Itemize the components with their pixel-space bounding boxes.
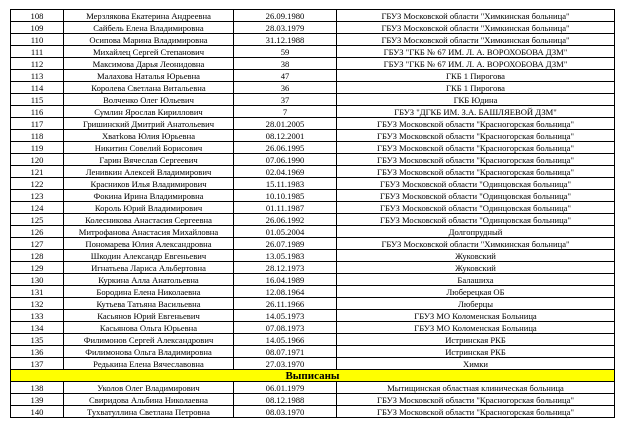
table-row <box>11 82 615 94</box>
row-number: 118 <box>11 130 64 142</box>
hospital-name: ГБУЗ Московской области "Химкинская больница" <box>337 10 615 22</box>
hospital-name: Истринская РКБ <box>337 346 615 358</box>
table-body-before <box>11 10 615 370</box>
patient-name: Уколов Олег Владимирович <box>64 382 234 394</box>
row-number: 120 <box>11 154 64 166</box>
patient-name: Свиридова Альбина Николаевна <box>64 394 234 406</box>
hospital-name: ГБУЗ "ДГКБ ИМ. З.А. БАШЛЯЕВОЙ ДЗМ" <box>337 106 615 118</box>
hospital-name: Балашиха <box>337 274 615 286</box>
table-row <box>11 226 615 238</box>
hospital-name: ГБУЗ МО Коломенская Больница <box>337 322 615 334</box>
patient-name: Михайлец Сергей Степанович <box>64 46 234 58</box>
patient-name: Шкодин Александр Евгеньевич <box>64 250 234 262</box>
row-number: 128 <box>11 250 64 262</box>
patient-name: Митрофанова Анастасия Михайловна <box>64 226 234 238</box>
table-row <box>11 166 615 178</box>
table-row <box>11 238 615 250</box>
table-row <box>11 46 615 58</box>
patient-name: Мерзлякова Екатерина Андреевна <box>64 10 234 22</box>
table-row <box>11 70 615 82</box>
hospital-name: ГБУЗ Московской области "Химкинская больница" <box>337 34 615 46</box>
hospital-name: ГБУЗ Московской области "Красногорская больница" <box>337 154 615 166</box>
patient-name: Кутьева Татьяна Васильевна <box>64 298 234 310</box>
birth-date: 26.09.1980 <box>234 10 337 22</box>
row-number: 131 <box>11 286 64 298</box>
hospital-name: Люберцы <box>337 298 615 310</box>
table-row <box>11 154 615 166</box>
table-row <box>11 34 615 46</box>
row-number: 110 <box>11 34 64 46</box>
table-row <box>11 346 615 358</box>
hospital-name: ГБУЗ Московской области "Химкинская больница" <box>337 22 615 34</box>
hospital-name: Химки <box>337 358 615 370</box>
hospital-name: Жуковский <box>337 262 615 274</box>
hospital-name: ГБУЗ Московской области "Красногорская больница" <box>337 166 615 178</box>
birth-date: 06.01.1979 <box>234 382 337 394</box>
patient-name: Хватkова Юлия Юрьевна <box>64 130 234 142</box>
birth-date: 27.03.1970 <box>234 358 337 370</box>
birth-date: 07.08.1973 <box>234 322 337 334</box>
birth-date: 07.06.1990 <box>234 154 337 166</box>
table-row <box>11 130 615 142</box>
patient-name: Тухватуллина Светлана Петровна <box>64 406 234 418</box>
birth-date: 26.07.1989 <box>234 238 337 250</box>
birth-date: 26.06.1992 <box>234 214 337 226</box>
table-row <box>11 118 615 130</box>
table-row <box>11 178 615 190</box>
row-number: 119 <box>11 142 64 154</box>
birth-date: 16.04.1989 <box>234 274 337 286</box>
table-row <box>11 262 615 274</box>
section-label: Выписаны <box>11 370 615 382</box>
patient-name: Сайбель Елена Владимировна <box>64 22 234 34</box>
birth-date: 28.03.1979 <box>234 22 337 34</box>
table-row <box>11 310 615 322</box>
birth-date: 47 <box>234 70 337 82</box>
birth-date: 38 <box>234 58 337 70</box>
birth-date: 26.11.1966 <box>234 298 337 310</box>
hospital-name: ГБУЗ Московской области "Одинцовская больница" <box>337 202 615 214</box>
table-row <box>11 94 615 106</box>
patient-name: Осипова Марина Владимировна <box>64 34 234 46</box>
birth-date: 01.11.1987 <box>234 202 337 214</box>
patient-name: Колесникова Анастасия Сергеевна <box>64 214 234 226</box>
row-number: 125 <box>11 214 64 226</box>
row-number: 137 <box>11 358 64 370</box>
table-row <box>11 322 615 334</box>
table-row <box>11 106 615 118</box>
patient-name: Королева Светлана Витальевна <box>64 82 234 94</box>
table-row <box>11 214 615 226</box>
table-row <box>11 10 615 22</box>
hospital-name: Люберецкая ОБ <box>337 286 615 298</box>
patient-name: Гришинский Дмитрий Анатольевич <box>64 118 234 130</box>
row-number: 113 <box>11 70 64 82</box>
birth-date: 08.12.2001 <box>234 130 337 142</box>
patient-name: Куркина Алла Анатольевна <box>64 274 234 286</box>
row-number: 109 <box>11 22 64 34</box>
patient-name: Филимонова Ольга Владимировна <box>64 346 234 358</box>
row-number: 135 <box>11 334 64 346</box>
birth-date: 13.05.1983 <box>234 250 337 262</box>
hospital-name: ГКБ 1 Пирогова <box>337 82 615 94</box>
row-number: 138 <box>11 382 64 394</box>
row-number: 112 <box>11 58 64 70</box>
hospital-name: ГБУЗ Московской области "Красногорская больница" <box>337 406 615 418</box>
patient-name: Филимонов Сергей Александрович <box>64 334 234 346</box>
birth-date: 08.03.1970 <box>234 406 337 418</box>
birth-date: 28.01.2005 <box>234 118 337 130</box>
patient-name: Ленивкин Алексей Владимирович <box>64 166 234 178</box>
row-number: 111 <box>11 46 64 58</box>
row-number: 136 <box>11 346 64 358</box>
table-row <box>11 358 615 370</box>
table-row <box>11 190 615 202</box>
hospital-name: ГБУЗ МО Коломенская Больница <box>337 310 615 322</box>
table-row <box>11 394 615 406</box>
birth-date: 08.12.1988 <box>234 394 337 406</box>
row-number: 134 <box>11 322 64 334</box>
patient-name: Редькина Елена Вячеславовна <box>64 358 234 370</box>
birth-date: 37 <box>234 94 337 106</box>
row-number: 129 <box>11 262 64 274</box>
birth-date: 08.07.1971 <box>234 346 337 358</box>
row-number: 133 <box>11 310 64 322</box>
row-number: 132 <box>11 298 64 310</box>
hospital-name: ГКБ 1 Пирогова <box>337 70 615 82</box>
row-number: 126 <box>11 226 64 238</box>
row-number: 115 <box>11 94 64 106</box>
patient-name: Гарин Вячеслав Сергеевич <box>64 154 234 166</box>
table-row <box>11 382 615 394</box>
hospital-name: Жуковский <box>337 250 615 262</box>
patient-name: Красников Илья Владимирович <box>64 178 234 190</box>
table-body-after <box>11 382 615 418</box>
birth-date: 7 <box>234 106 337 118</box>
birth-date: 15.11.1983 <box>234 178 337 190</box>
patient-name: Касьянов Юрий Евгеньевич <box>64 310 234 322</box>
row-number: 108 <box>11 10 64 22</box>
hospital-name: ГБУЗ "ГКБ № 67 ИМ. Л. А. ВОРОХОБОВА ДЗМ" <box>337 46 615 58</box>
row-number: 121 <box>11 166 64 178</box>
hospital-name: Истринская РКБ <box>337 334 615 346</box>
section-divider <box>11 370 615 382</box>
patient-name: Касьянова Ольга Юрьевна <box>64 322 234 334</box>
birth-date: 12.08.1964 <box>234 286 337 298</box>
hospital-name: ГБУЗ Московской области "Красногорская больница" <box>337 130 615 142</box>
birth-date: 10.10.1985 <box>234 190 337 202</box>
hospital-name: ГБУЗ Московской области "Одинцовская больница" <box>337 178 615 190</box>
hospital-name: ГБУЗ Московской области "Красногорская больница" <box>337 394 615 406</box>
patient-name: Малахова Наталья Юрьевна <box>64 70 234 82</box>
table-row <box>11 298 615 310</box>
patient-table <box>10 9 615 418</box>
birth-date: 14.05.1973 <box>234 310 337 322</box>
row-number: 116 <box>11 106 64 118</box>
patient-name: Пономарева Юлия Александровна <box>64 238 234 250</box>
hospital-name: Мытищинская областная клиническая больница <box>337 382 615 394</box>
table-row <box>11 334 615 346</box>
patient-name: Максимова Дарья Леонидовна <box>64 58 234 70</box>
table-row <box>11 202 615 214</box>
table-row <box>11 22 615 34</box>
row-number: 124 <box>11 202 64 214</box>
row-number: 123 <box>11 190 64 202</box>
hospital-name: ГБУЗ "ГКБ № 67 ИМ. Л. А. ВОРОХОБОВА ДЗМ" <box>337 58 615 70</box>
table-row <box>11 286 615 298</box>
patient-name: Игнатьева Лариса Альбертовна <box>64 262 234 274</box>
row-number: 140 <box>11 406 64 418</box>
hospital-name: ГКБ Юдина <box>337 94 615 106</box>
birth-date: 02.04.1969 <box>234 166 337 178</box>
patient-name: Сумлин Ярослав Кириллович <box>64 106 234 118</box>
birth-date: 59 <box>234 46 337 58</box>
birth-date: 01.05.2004 <box>234 226 337 238</box>
row-number: 114 <box>11 82 64 94</box>
table-row <box>11 274 615 286</box>
row-number: 127 <box>11 238 64 250</box>
patient-name: Волченко Олег Юльевич <box>64 94 234 106</box>
hospital-name: ГБУЗ Московской области "Одинцовская больница" <box>337 214 615 226</box>
hospital-name: ГБУЗ Московской области "Красногорская больница" <box>337 142 615 154</box>
patient-name: Никитин Совелий Борисович <box>64 142 234 154</box>
patient-name: Фокина Ирина Владимировна <box>64 190 234 202</box>
birth-date: 26.06.1995 <box>234 142 337 154</box>
birth-date: 31.12.1988 <box>234 34 337 46</box>
row-number: 139 <box>11 394 64 406</box>
hospital-name: ГБУЗ Московской области "Красногорская больница" <box>337 118 615 130</box>
birth-date: 36 <box>234 82 337 94</box>
birth-date: 28.12.1973 <box>234 262 337 274</box>
row-number: 117 <box>11 118 64 130</box>
patient-name: Король Юрий Владимирович <box>64 202 234 214</box>
hospital-name: Долгопрудный <box>337 226 615 238</box>
table-row <box>11 142 615 154</box>
table-row <box>11 406 615 418</box>
birth-date: 14.05.1966 <box>234 334 337 346</box>
patient-name: Бородина Елена Николаевна <box>64 286 234 298</box>
section-row <box>11 370 615 382</box>
row-number: 122 <box>11 178 64 190</box>
hospital-name: ГБУЗ Московской области "Одинцовская больница" <box>337 190 615 202</box>
table-row <box>11 250 615 262</box>
hospital-name: ГБУЗ Московской области "Химкинская больница" <box>337 238 615 250</box>
table-row <box>11 58 615 70</box>
row-number: 130 <box>11 274 64 286</box>
